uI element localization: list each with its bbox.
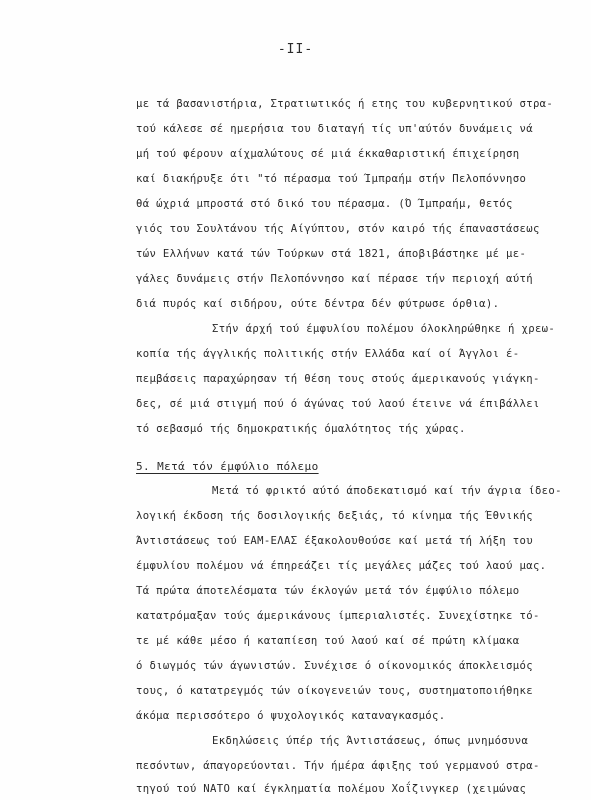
page-number: -II- [277, 42, 314, 57]
text-line: τους, ό κατατρεγμός τών οίκογενειών τους, συστηματοποιήθηκε [136, 685, 533, 697]
text-line: λογική έκδοση τής δοσιλογικής δεξιάς, τό κίνημα τής Έθνικής [136, 510, 533, 522]
text-line: τηγού τού ΝΑΤΟ καί έγκληματία πολέμου Χοΐζινγκερ (χειμώνας [136, 783, 527, 795]
text-line: μή τού φέρουν αίχμαλώτους σέ μιά έκκαθαριστική έπιχείρηση [136, 148, 520, 160]
text-line: κατατρόμαξαν τούς άμερικάνους ίμπεριαλιστές. Συνεχίστηκε τό- [136, 610, 540, 622]
text-line: έμφυλίου πολέμου νά έπηρεάζει τίς μεγάλες μάζες τού λαού μας. [136, 560, 547, 572]
text-line: άκόμα περισσότερο ό ψυχολογικός καταναγκασμός. [136, 710, 446, 722]
text-line: Εκδηλώσεις ύπέρ τής Άντιστάσεως, όπως μνημόσυνα [212, 735, 529, 747]
text-line: γάλες δυνάμεις στήν Πελοπόννησο καί πέρασε τήν περιοχή αύτή [136, 273, 533, 285]
text-line: ό διωγμός τών άγωνιστών. Συνέχισε ό οίκονομικός άποκλεισμός [136, 660, 533, 672]
section-heading: 5. Μετά τόν έμφύλιο πόλεμο [136, 460, 319, 473]
text-line: πεσόντων, άπαγορεύονται. Τήν ήμέρα άφιξης τού γερμανού στρα- [136, 760, 540, 772]
text-line: με τά βασανιστήρια, Στρατιωτικός ή ετης του κυβερνητικού στρα- [136, 98, 554, 110]
text-line: πεμβάσεις παραχώρησαν τή θέση τους στούς άμερικανούς γιάγκη- [136, 373, 540, 385]
text-line: καί διακήρυξε ότι "τό πέρασμα τού Ίμπραήμ στήν Πελοπόννησο [136, 173, 527, 185]
text-line: Τά πρώτα άποτελέσματα τών έκλογών μετά τόν έμφύλιο πόλεμο [136, 585, 520, 597]
text-line: διά πυρός καί σιδήρου, ούτε δέντρα δέν φύτρωσε όρθια). [136, 298, 500, 310]
text-line: Στήν άρχή τού έμφυλίου πολέμου όλοκληρώθηκε ή χρεω- [212, 323, 556, 335]
text-line: τό σεβασμό τής δημοκρατικής όμαλότητος τής χώρας. [136, 423, 466, 435]
text-line: δες, σέ μιά στιγμή πού ό άγώνας τού λαού έτεινε νά έπιβάλλει [136, 398, 540, 410]
text-line: τού κάλεσε σέ ημερήσια του διαταγή τίς υπ'αύτόν δυνάμεις νά [136, 123, 533, 135]
text-line: κοπία τής άγγλικής πολιτικής στήν Ελλάδα καί οί Άγγλοι έ- [136, 348, 520, 360]
text-line: τών Ελλήνων κατά τών Τούρκων στά 1821, άποβιβάστηκε μέ με- [136, 248, 527, 260]
text-line: τε μέ κάθε μέσο ή καταπίεση τού λαού καί σέ πρώτη κλίμακα [136, 635, 520, 647]
text-line: Μετά τό φρικτό αύτό άποδεκατισμό καί τήν άγρια ίδεο- [212, 485, 562, 497]
text-line: γιός του Σουλτάνου τής Αίγύπτου, στόν καιρό τής έπαναστάσεως [136, 223, 540, 235]
text-line: Άντιστάσεως τού ΕΑΜ-ΕΛΑΣ έξακολουθούσε καί μετά τή λήξη του [136, 535, 533, 547]
text-line: θά ώχριά μπροστά στό δικό του πέρασμα. (Ό Ίμπραήμ, θετός [136, 198, 513, 210]
